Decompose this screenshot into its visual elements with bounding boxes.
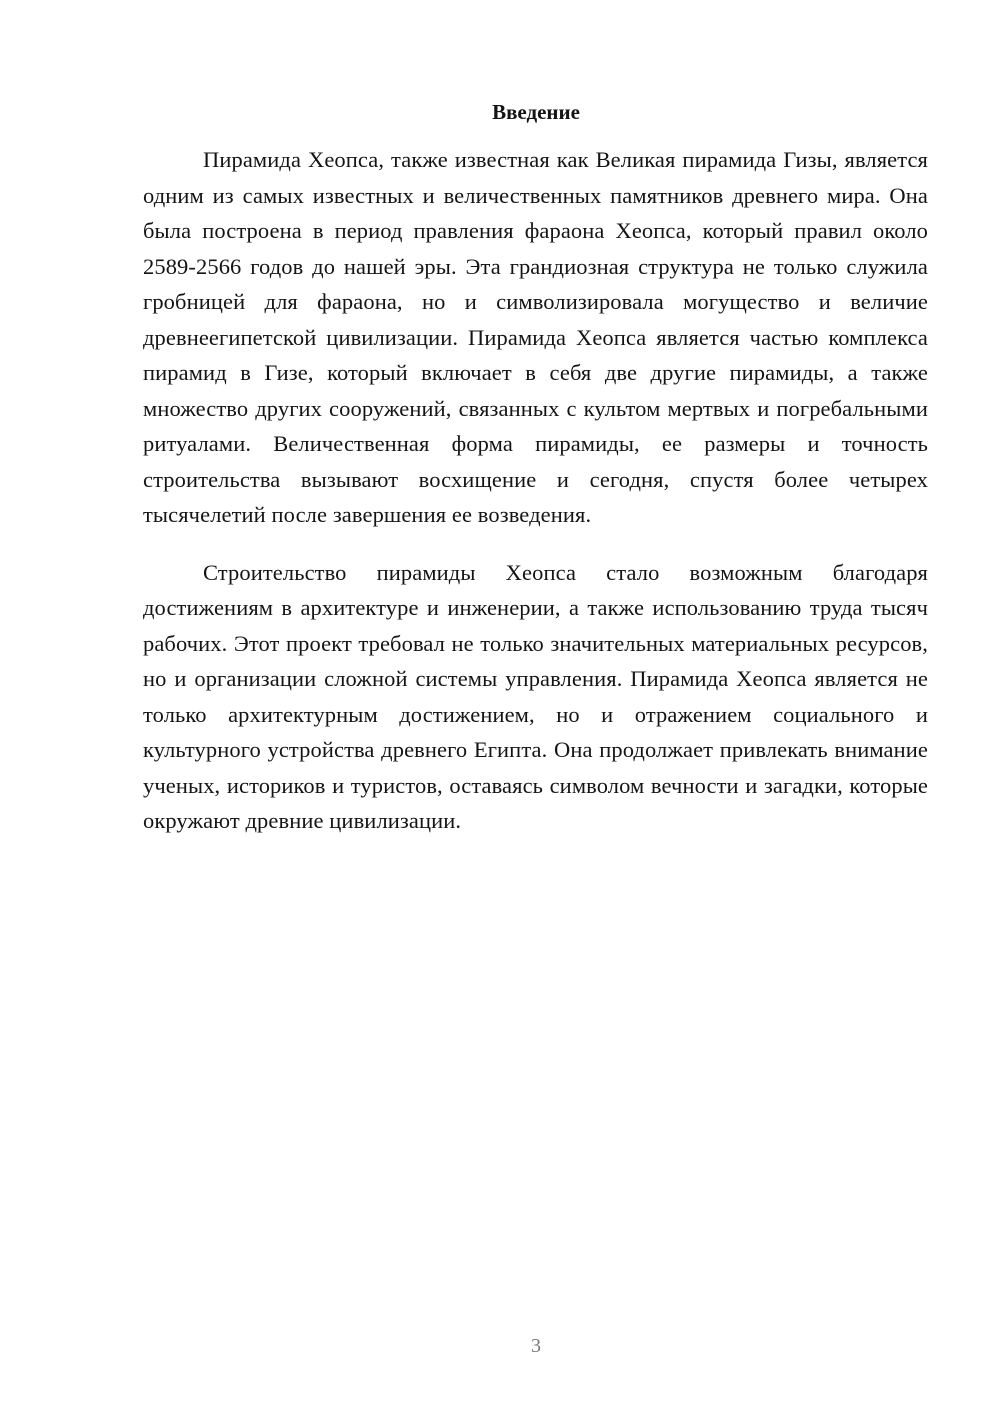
paragraph-construction: Строительство пирамиды Хеопса стало возможным благодаря достижениям в архитектуре и инженерии, а также использованию труда тысяч рабочих. Этот проект требовал не только значительных материальных ресурсов, но и организации сложной системы управления. Пирамида Хеопса является не только архитектурным достижением, но и отражением социального и культурного устройства древнего Египта. Она продолжает привлекать внимание ученых, историков и туристов, оставаясь символом вечности и загадки, которые окружают древние цивилизации. xyxy=(143,559,928,833)
paragraph-intro: Пирамида Хеопса, также известная как Великая пирамида Гизы, является одним из самых известных и величественных памятников древнего мира. Она была построена в период правления фараона Хеопса, который правил около 2589-2566 годов до нашей эры. Эта грандиозная структура не только служила гробницей для фараона, но и символизировала могущество и величие древнеегипетской цивилизации. Пирамида Хеопса является частью комплекса пирамид в Гизе, который включает в себя две другие пирамиды, а также множество других сооружений, связанных с культом мертвых и погребальными ритуалами. Величественная форма пирамиды, ее размеры и точность строительства вызывают восхищение и сегодня, спустя более четырех тысячелетий после завершения ее возведения. xyxy=(143,147,928,527)
body-text xyxy=(143,142,928,839)
page-number: 3 xyxy=(531,1335,541,1357)
section-heading: Введение xyxy=(492,100,580,124)
